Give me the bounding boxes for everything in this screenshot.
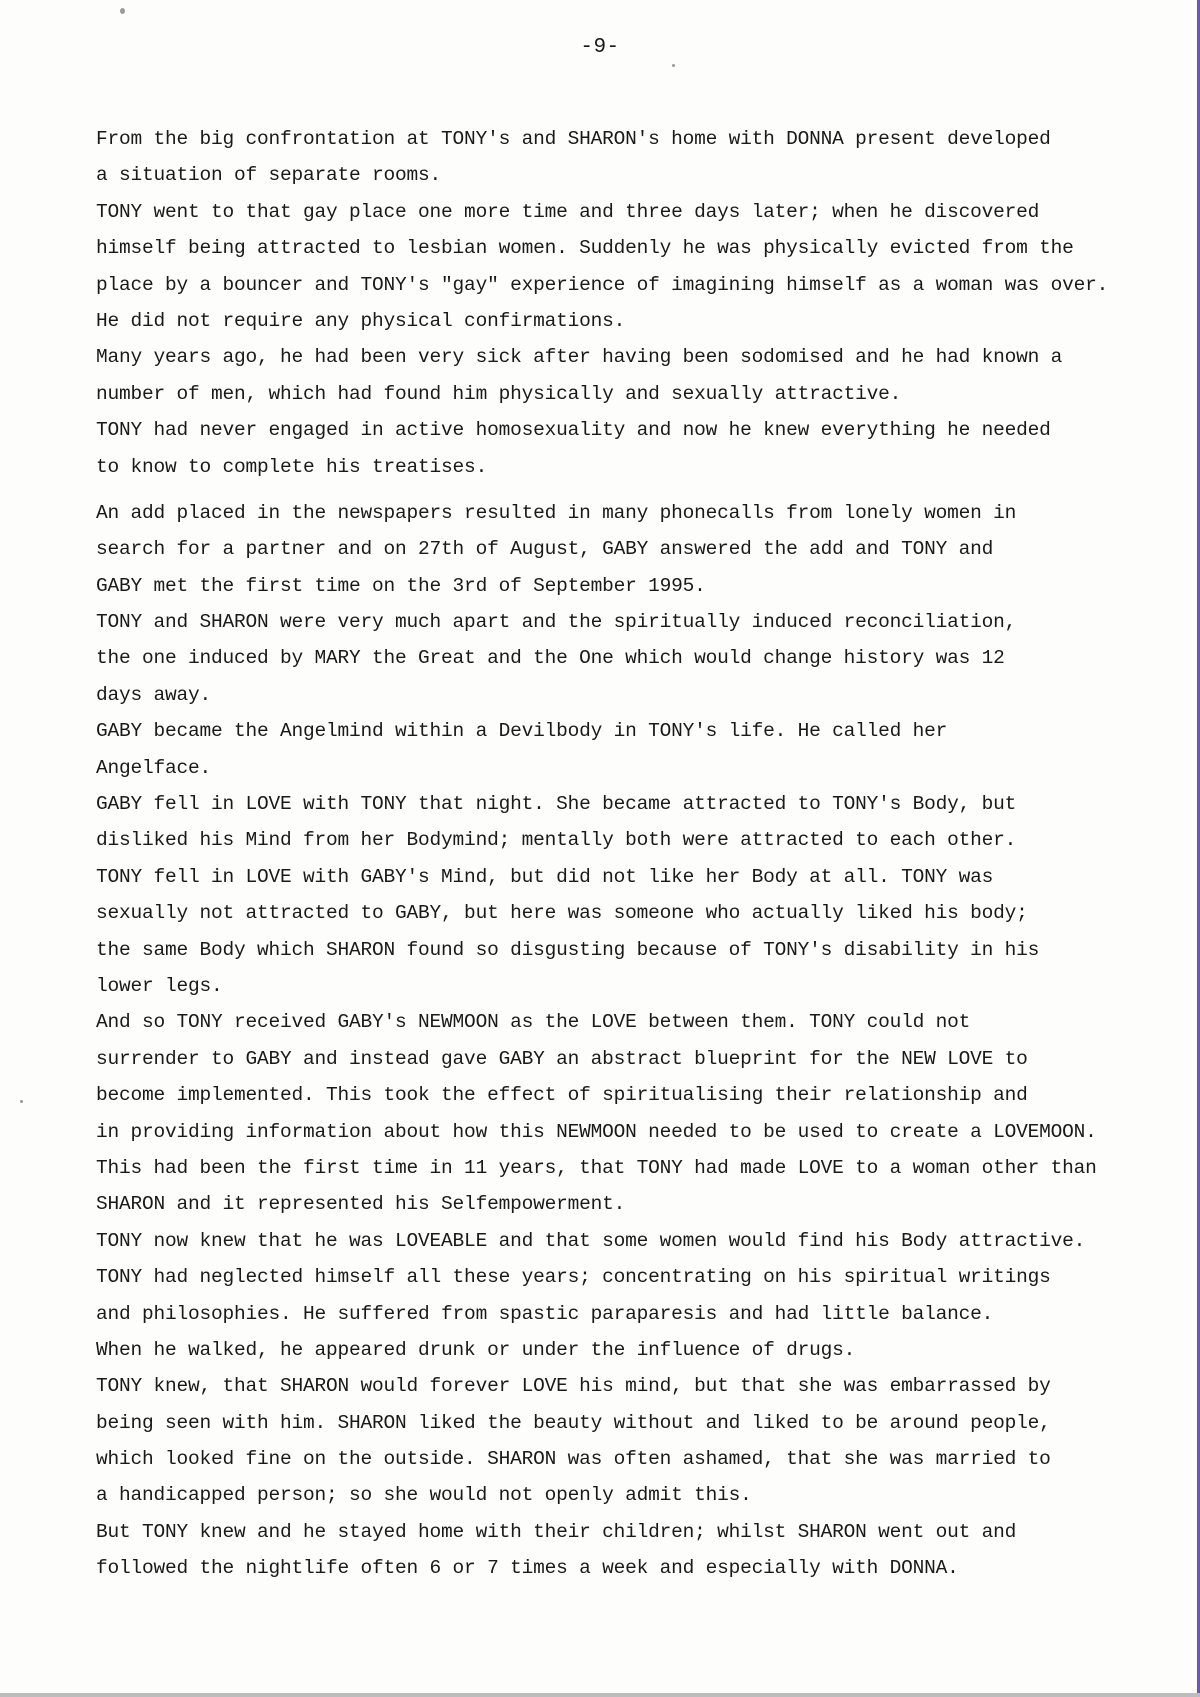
text-line: the one induced by MARY the Great and the One which would change history was 12 <box>96 647 1005 670</box>
text-line: become implemented. This took the effect of spiritualising their relationship and <box>96 1084 1028 1107</box>
text-line: GABY met the first time on the 3rd of September 1995. <box>96 574 706 597</box>
text-line: disliked his Mind from her Bodymind; mentally both were attracted to each other. <box>96 829 1017 852</box>
text-line: sexually not attracted to GABY, but here was someone who actually liked his body; <box>96 902 1028 925</box>
text-line: place by a bouncer and TONY's "gay" experience of imagining himself as a woman was over. <box>96 273 1109 296</box>
text-line: TONY now knew that he was LOVEABLE and that some women would find his Body attractive. <box>96 1229 1086 1252</box>
text-line: TONY went to that gay place one more time and three days later; when he discovered <box>96 200 1040 223</box>
text-line: days away. <box>96 683 212 706</box>
page-bottom-edge <box>0 1693 1200 1697</box>
text-line: This had been the first time in 11 years, that TONY had made LOVE to a woman other than <box>96 1156 1097 1179</box>
body-text <box>96 121 1196 1587</box>
text-line: SHARON and it represented his Selfempowerment. <box>96 1193 626 1216</box>
text-line: the same Body which SHARON found so disgusting because of TONY's disability in his <box>96 938 1040 961</box>
text-line: Angelface. <box>96 756 212 779</box>
text-line: followed the nightlife often 6 or 7 times a week and especially with DONNA. <box>96 1557 959 1580</box>
text-line: From the big confrontation at TONY's and SHARON's home with DONNA present developed <box>96 128 1051 150</box>
text-line: TONY knew, that SHARON would forever LOVE his mind, but that she was embarrassed by <box>96 1375 1051 1398</box>
text-line: being seen with him. SHARON liked the beauty without and liked to be around people, <box>96 1411 1051 1434</box>
text-line: in providing information about how this NEWMOON needed to be used to create a LOVEMOON. <box>96 1120 1097 1143</box>
text-line: TONY and SHARON were very much apart and the spiritually induced reconciliation, <box>96 611 1017 634</box>
text-line: a situation of separate rooms. <box>96 164 442 187</box>
text-line: Many years ago, he had been very sick after having been sodomised and he had known a <box>96 346 1063 369</box>
text-line: lower legs. <box>96 974 223 997</box>
text-line: TONY had neglected himself all these years; concentrating on his spiritual writings <box>96 1266 1051 1289</box>
text-line: When he walked, he appeared drunk or under the influence of drugs. <box>96 1338 856 1361</box>
scan-speck <box>120 8 125 14</box>
text-line: search for a partner and on 27th of August, GABY answered the add and TONY and <box>96 538 994 561</box>
scan-speck <box>20 1100 23 1103</box>
text-line: number of men, which had found him physically and sexually attractive. <box>96 382 902 405</box>
page-number: -9- <box>580 36 620 59</box>
scan-speck <box>672 64 675 67</box>
text-line: and philosophies. He suffered from spastic paraparesis and had little balance. <box>96 1302 994 1325</box>
text-line: a handicapped person; so she would not openly admit this. <box>96 1484 752 1507</box>
paragraph <box>96 121 1196 485</box>
text-line: GABY fell in LOVE with TONY that night. She became attracted to TONY's Body, but <box>96 793 1017 816</box>
text-line: GABY became the Angelmind within a Devilbody in TONY's life. He called her <box>96 720 948 743</box>
text-line: TONY had never engaged in active homosexuality and now he knew everything he needed <box>96 419 1051 442</box>
text-line: to know to complete his treatises. <box>96 455 488 478</box>
text-line: He did not require any physical confirmations. <box>96 309 626 332</box>
text-line: And so TONY received GABY's NEWMOON as the LOVE between them. TONY could not <box>96 1011 971 1034</box>
text-line: which looked fine on the outside. SHARON was often ashamed, that she was married to <box>96 1448 1051 1471</box>
paragraph <box>96 495 1196 1587</box>
text-line: TONY fell in LOVE with GABY's Mind, but did not like her Body at all. TONY was <box>96 865 994 888</box>
paragraph-gap <box>96 485 1196 495</box>
text-line: An add placed in the newspapers resulted in many phonecalls from lonely women in <box>96 501 1017 524</box>
text-line: surrender to GABY and instead gave GABY an abstract blueprint for the NEW LOVE to <box>96 1047 1028 1070</box>
text-line: But TONY knew and he stayed home with their children; whilst SHARON went out and <box>96 1520 1017 1543</box>
text-line: himself being attracted to lesbian women. Suddenly he was physically evicted from the <box>96 237 1074 260</box>
